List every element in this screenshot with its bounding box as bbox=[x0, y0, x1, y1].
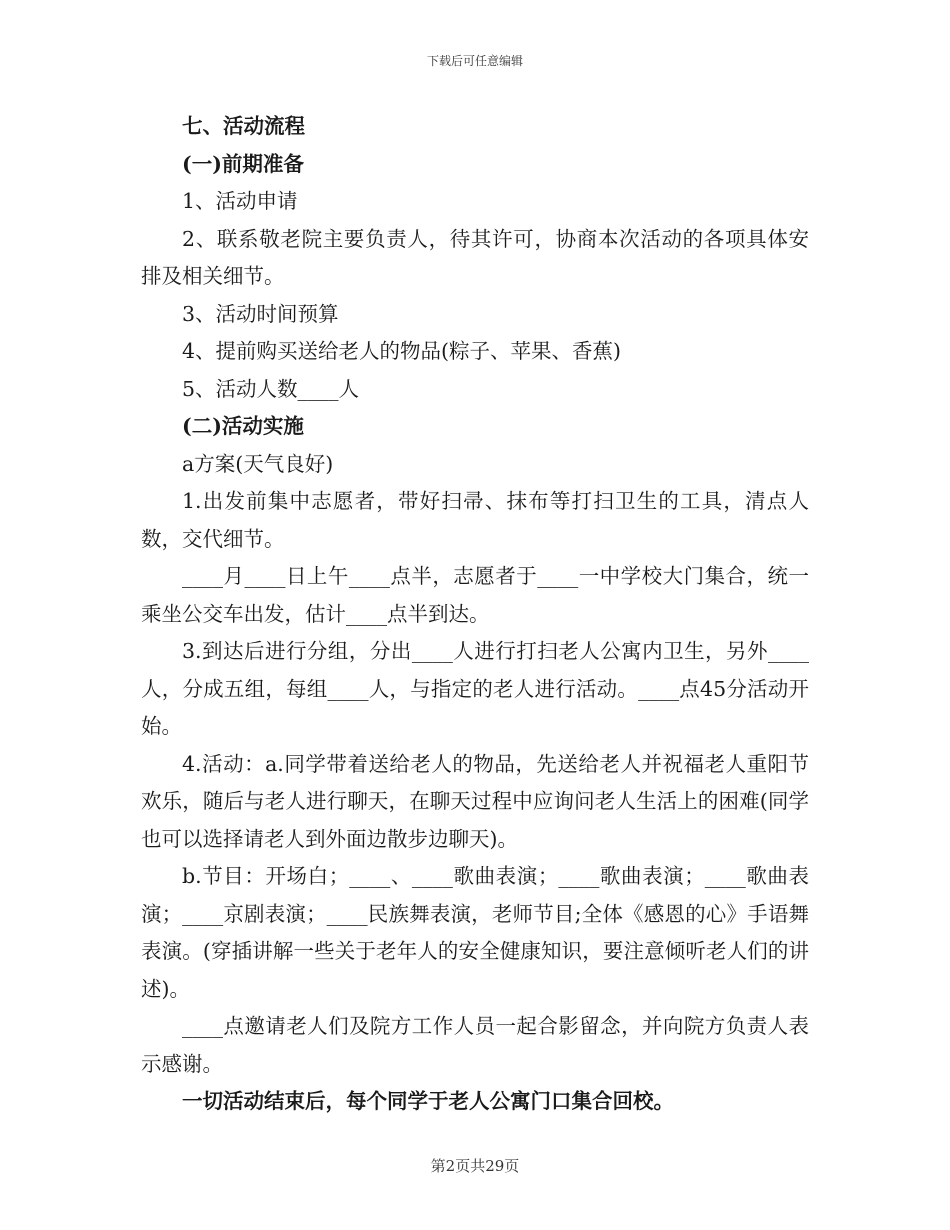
page-number: 第2页共29页 bbox=[430, 1157, 520, 1175]
subsection-heading-preparation: (一)前期准备 bbox=[182, 151, 304, 176]
subsection-heading-implementation: (二)活动实施 bbox=[182, 414, 304, 438]
paragraph-prep-1: 1、活动申请 bbox=[182, 189, 298, 213]
paragraph-step-4: 4.活动：a.同学带着送给老人的物品，先送给老人并祝福老人重阳节欢乐，随后与老人进行聊天，在聊天过程中应询问老人生活上的困难(同学也可以选择请老人到外面边散步边聊天)。 bbox=[141, 751, 809, 851]
paragraph-plan-a: a方案(天气良好) bbox=[182, 451, 334, 476]
paragraph-program: b.节目：开场白；____、____歌曲表演；____歌曲表演；____歌曲表演；____京剧表演；____民族舞表演，老师节目;全体《感恩的心》手语舞表演。(穿插讲解一些关于老年人的安全健康知识，要注意倾听老人们的讲述)。 bbox=[141, 864, 809, 1001]
paragraph-step-3: 3.到达后进行分组，分出____人进行打扫老人公寓内卫生，另外____人，分成五组，每组____人，与指定的老人进行活动。____点45分活动开始。 bbox=[141, 639, 809, 738]
page-header-note: 下载后可任意编辑 bbox=[426, 54, 523, 68]
paragraph-prep-2: 2、联系敬老院主要负责人，待其许可，协商本次活动的各项具体安排及相关细节。 bbox=[141, 226, 809, 288]
paragraph-group-photo: ____点邀请老人们及院方工作人员一起合影留念，并向院方负责人表示感谢。 bbox=[141, 1014, 809, 1076]
paragraph-closing: 一切活动结束后，每个同学于老人公寓门口集合回校。 bbox=[182, 1089, 674, 1113]
paragraph-prep-5: 5、活动人数____人 bbox=[182, 376, 360, 401]
paragraph-prep-4: 4、提前购买送给老人的物品(粽子、苹果、香蕉) bbox=[182, 339, 622, 363]
document-body bbox=[141, 108, 809, 1121]
paragraph-step-1: 1.出发前集中志愿者，带好扫帚、抹布等打扫卫生的工具，清点人数，交代细节。 bbox=[141, 489, 809, 551]
section-heading-activity-flow: 七、活动流程 bbox=[182, 114, 305, 138]
paragraph-prep-3: 3、活动时间预算 bbox=[182, 301, 339, 326]
paragraph-step-2: ____月____日上午____点半，志愿者于____一中学校大门集合，统一乘坐公交车出发，估计____点半到达。 bbox=[141, 564, 809, 626]
